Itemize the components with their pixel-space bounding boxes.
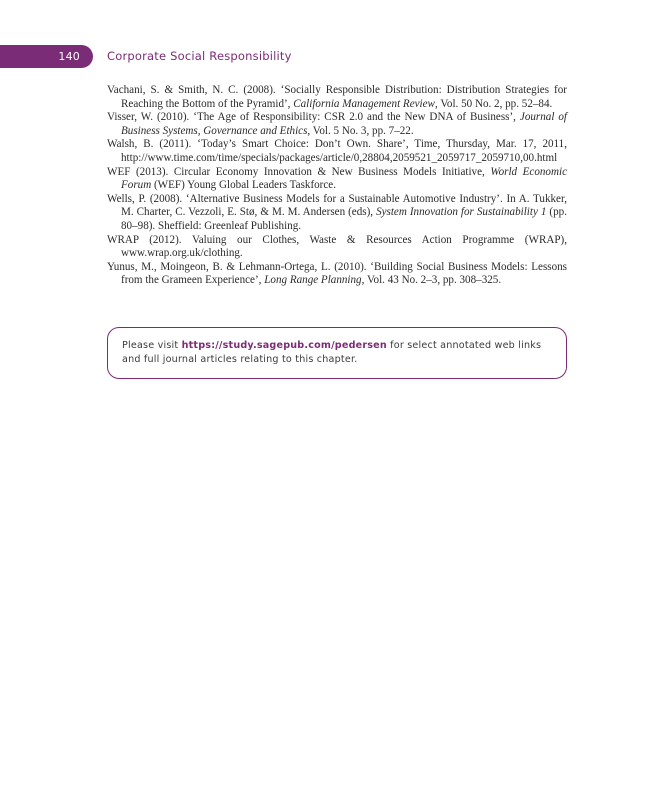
reference-entry xyxy=(107,261,567,288)
reference-text: Wells, P. (2008). ‘Alternative Business Models for a Sustainable Automotive Industry’. In A. Tukker, M. Charter, C. Vezzoli, E. Stø, & M. M. Andersen (eds), xyxy=(107,192,567,219)
reference-entry xyxy=(107,166,567,193)
running-head-title: Corporate Social Responsibility xyxy=(107,49,292,63)
reference-text: (WEF) Young Global Leaders Taskforce. xyxy=(151,179,336,192)
reference-entry xyxy=(107,193,567,234)
reference-source-title: California Management Review xyxy=(293,97,435,110)
callout-text: Please visit xyxy=(122,340,182,351)
page-number-tab xyxy=(0,45,93,68)
reference-text: , Vol. 5 No. 3, pp. 7–22. xyxy=(307,124,414,137)
reference-text: Yunus, M., Moingeon, B. & Lehmann-Ortega, L. (2010). ‘Building Social Business Models: Lessons from the Grameen Experience’, xyxy=(107,260,567,287)
reference-text: Walsh, B. (2011). ‘Today’s Smart Choice: Don’t Own. Share’, Time, Thursday, Mar. 17, 2011, http://www.time.com/time/specials/packages/article/0,28804,2059521_2059717_2059710,00.html xyxy=(107,138,567,164)
reference-text: , Vol. 50 No. 2, pp. 52–84. xyxy=(434,97,553,110)
page-number: 140 xyxy=(58,50,80,63)
reference-text: Vachani, S. & Smith, N. C. (2008). ‘Socially Responsible Distribution: Distribution Strategies for Reaching the Bottom of the Pyramid’, xyxy=(107,84,567,110)
reference-text: (pp. 80–98). Sheffield: Greenleaf Publishing. xyxy=(121,206,567,232)
reference-source-title: Long Range Planning xyxy=(264,274,362,287)
reference-source-title: System Innovation for Sustainability 1 xyxy=(376,206,547,219)
reference-entry xyxy=(107,138,567,165)
study-site-link[interactable]: https://study.sagepub.com/pedersen xyxy=(181,340,387,351)
reference-list xyxy=(107,84,567,288)
reference-text: WRAP (2012). Valuing our Clothes, Waste & Resources Action Programme (WRAP), www.wrap.org.uk/clothing. xyxy=(107,233,567,260)
web-resources-callout xyxy=(107,327,567,379)
reference-text: , Vol. 43 No. 2–3, pp. 308–325. xyxy=(361,274,502,287)
reference-entry xyxy=(107,234,567,261)
reference-text: Visser, W. (2010). ‘The Age of Responsibility: CSR 2.0 and the New DNA of Business’, xyxy=(107,111,520,124)
callout-text: for select annotated web links and full journal articles relating to this chapter. xyxy=(122,340,542,365)
reference-entry xyxy=(107,111,567,138)
reference-text: WEF (2013). Circular Economy Innovation & New Business Models Initiative, xyxy=(107,165,491,178)
reference-source-title: Journal of Business Systems, Governance and Ethics xyxy=(121,111,567,137)
reference-entry xyxy=(107,84,567,111)
reference-source-title: World Economic Forum xyxy=(121,165,567,192)
